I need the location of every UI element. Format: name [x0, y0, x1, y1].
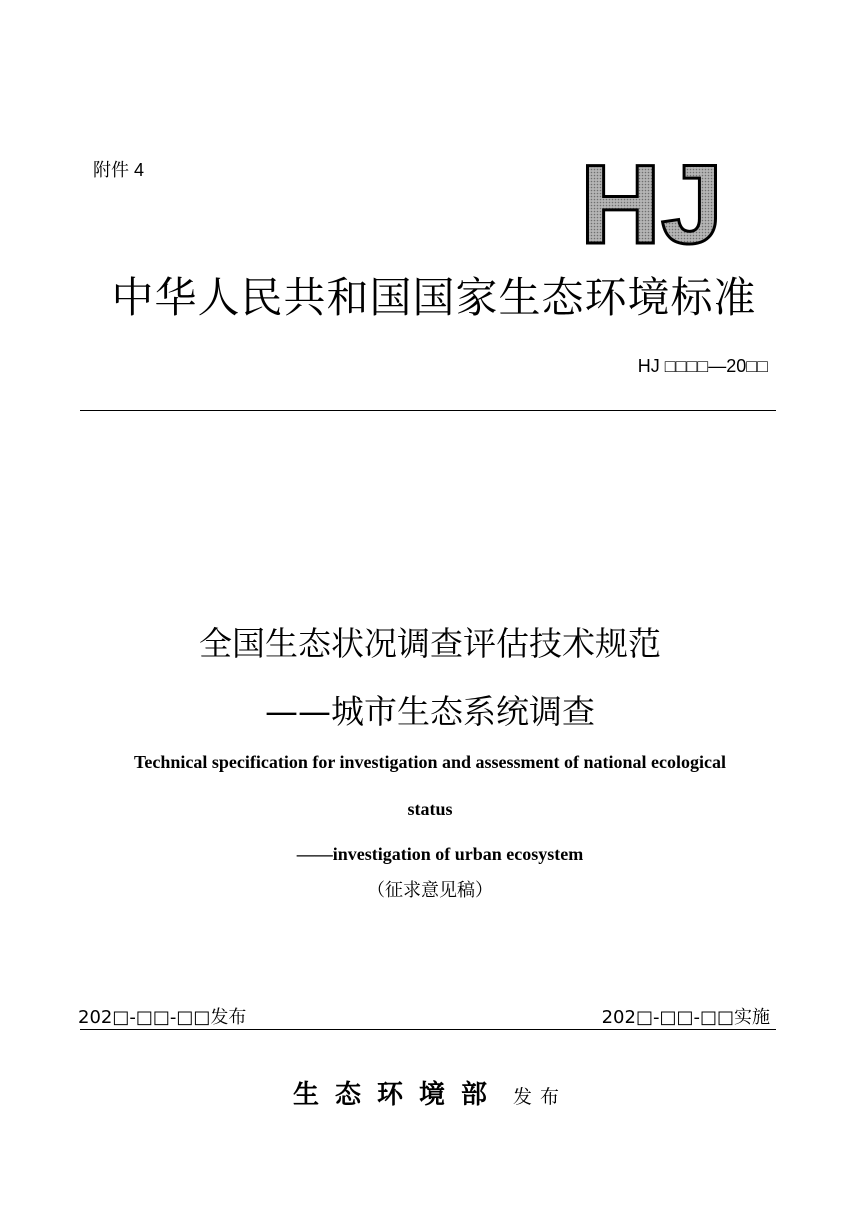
draft-note: （征求意见稿） — [367, 880, 493, 901]
standard-number: HJ □□□□—20□□ — [637, 356, 768, 376]
hj-logo-text: HJ — [580, 150, 724, 250]
attachment-label: 附件 4 — [93, 160, 145, 180]
release-date: 202□-□□-□□发布 — [78, 1007, 247, 1028]
document-title-en-line2: status — [407, 799, 453, 819]
hj-logo — [578, 150, 758, 250]
issuer-name: 生态环境部 — [292, 1080, 503, 1110]
document-title-en-line1: Technical specification for investigation and assessment of national ecological — [134, 752, 726, 772]
issuer-line — [0, 1074, 860, 1111]
implementation-date: 202□-□□-□□实施 — [601, 1007, 770, 1028]
bottom-divider — [80, 1029, 776, 1030]
document-subtitle-cn: ——城市生态系统调查 — [265, 692, 595, 731]
document-subtitle-en: ——investigation of urban ecosystem — [296, 844, 584, 864]
issuer-verb: 发布 — [513, 1086, 568, 1108]
top-divider — [80, 410, 776, 411]
document-title-cn: 全国生态状况调查评估技术规范 — [199, 624, 661, 663]
national-standard-title: 中华人民共和国国家生态环境标准 — [111, 273, 757, 322]
